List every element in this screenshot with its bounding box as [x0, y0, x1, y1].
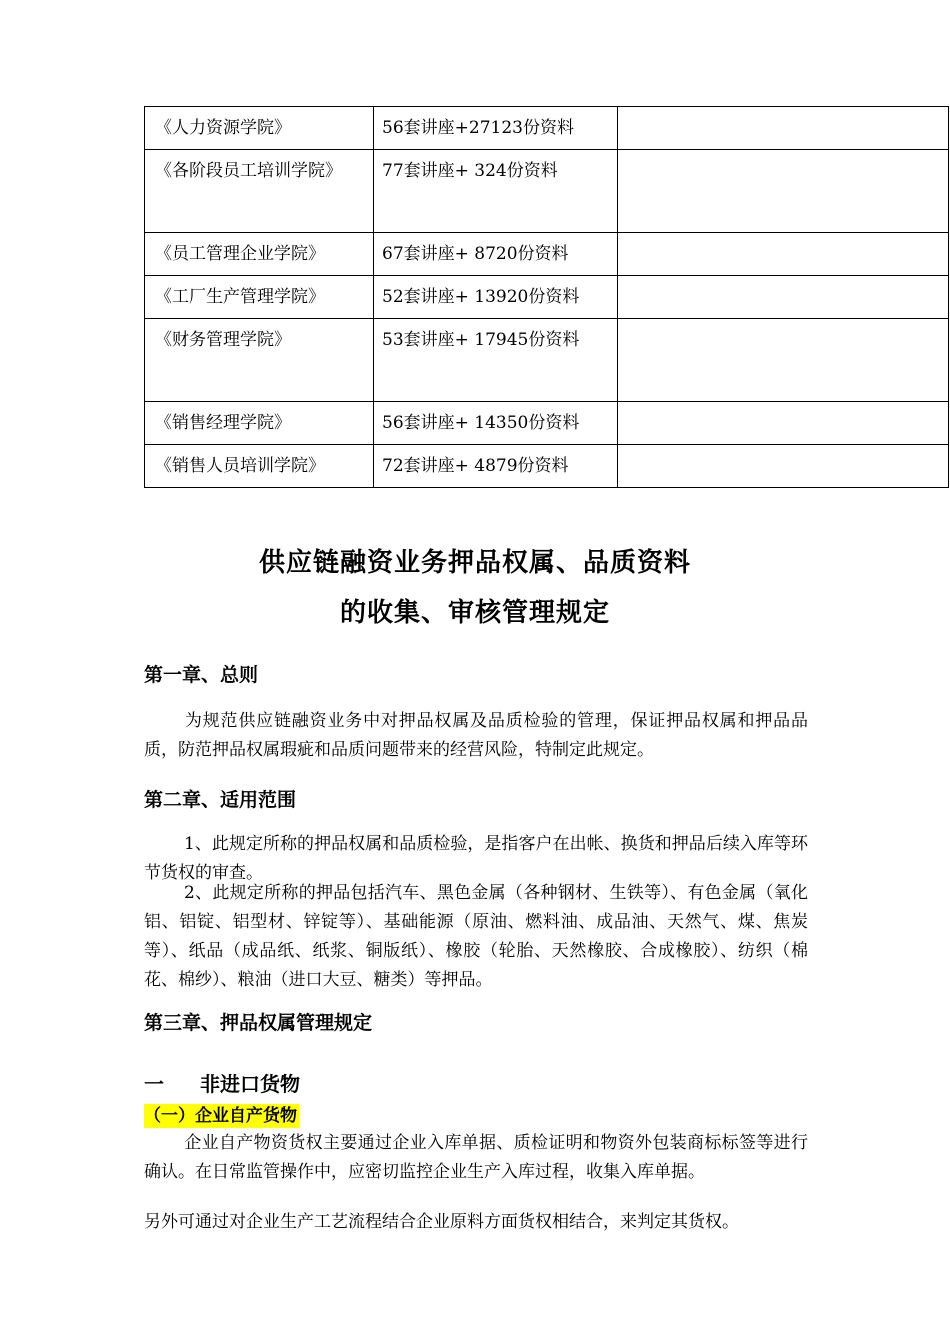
table-row	[145, 402, 949, 445]
catalog-table	[144, 106, 949, 488]
table-cell-name: 《销售经理学院》	[145, 402, 374, 445]
table-cell-count: 67套讲座+ 8720份资料	[374, 233, 618, 276]
table-cell-count: 56套讲座+ 14350份资料	[374, 402, 618, 445]
table-cell-name: 《人力资源学院》	[145, 107, 374, 150]
chapter-1-paragraph-text: 为规范供应链融资业务中对押品权属及品质检验的管理，保证押品权属和押品品质，防范押品权属瑕疵和品质问题带来的经营风险，特制定此规定。	[144, 711, 808, 760]
table-row	[145, 150, 949, 233]
table-cell-empty	[618, 150, 949, 233]
table-cell-empty	[618, 402, 949, 445]
table-cell-empty	[618, 445, 949, 488]
chapter-2-heading: 第二章、适用范围	[144, 789, 297, 811]
document-title-line-1: 供应链融资业务押品权属、品质资料	[258, 548, 691, 578]
table-cell-name: 《各阶段员工培训学院》	[145, 150, 374, 233]
section-title: 非进口货物	[200, 1072, 300, 1096]
chapter-2-paragraph-1-text: 1、此规定所称的押品权属和品质检验，是指客户在出帐、换货和押品后续入库等环节货权的审查。	[144, 834, 808, 883]
section-number: 一	[144, 1072, 164, 1096]
table-row	[145, 319, 949, 402]
table-cell-name: 《销售人员培训学院》	[145, 445, 374, 488]
table-cell-name: 《财务管理学院》	[145, 319, 374, 402]
chapter-2-paragraph-2	[144, 879, 808, 995]
table-cell-empty	[618, 107, 949, 150]
chapter-2-paragraph-2-text: 2、此规定所称的押品包括汽车、黑色金属（各种钢材、生铁等）、有色金属（氧化铝、铝锭、铝型材、锌锭等）、基础能源（原油、燃料油、成品油、天然气、煤、焦炭等）、纸品（成品纸、纸浆、铜版纸）、橡胶（轮胎、天然橡胶、合成橡胶）、纺织（棉花、棉纱）、粮油（进口大豆、糖类）等押品。	[144, 883, 808, 990]
chapter-1-paragraph	[144, 707, 808, 765]
table-cell-name: 《员工管理企业学院》	[145, 233, 374, 276]
table-cell-count: 53套讲座+ 17945份资料	[374, 319, 618, 402]
section-heading	[144, 1068, 300, 1097]
chapter-3-heading: 第三章、押品权属管理规定	[144, 1012, 373, 1034]
table-cell-empty	[618, 233, 949, 276]
table-cell-empty	[618, 319, 949, 402]
table-row	[145, 233, 949, 276]
document-title-line-2: 的收集、审核管理规定	[339, 598, 610, 628]
table-row	[145, 276, 949, 319]
table-cell-name: 《工厂生产管理学院》	[145, 276, 374, 319]
chapter-3-paragraph-2: 另外可通过对企业生产工艺流程结合企业原料方面货权相结合，来判定其货权。	[144, 1212, 739, 1232]
table-cell-empty	[618, 276, 949, 319]
table-row	[145, 107, 949, 150]
table-row	[145, 445, 949, 488]
table-cell-count: 77套讲座+ 324份资料	[374, 150, 618, 233]
chapter-3-paragraph-1-text: 企业自产物资货权主要通过企业入库单据、质检证明和物资外包装商标标签等进行确认。在日常监管操作中，应密切监控企业生产入库过程，收集入库单据。	[144, 1133, 808, 1182]
subsection-heading-highlighted: （一）企业自产货物	[144, 1106, 297, 1126]
table-cell-count: 56套讲座+27123份资料	[374, 107, 618, 150]
chapter-3-paragraph-1	[144, 1129, 808, 1187]
table-cell-count: 52套讲座+ 13920份资料	[374, 276, 618, 319]
table-cell-count: 72套讲座+ 4879份资料	[374, 445, 618, 488]
chapter-1-heading: 第一章、总则	[144, 664, 259, 686]
